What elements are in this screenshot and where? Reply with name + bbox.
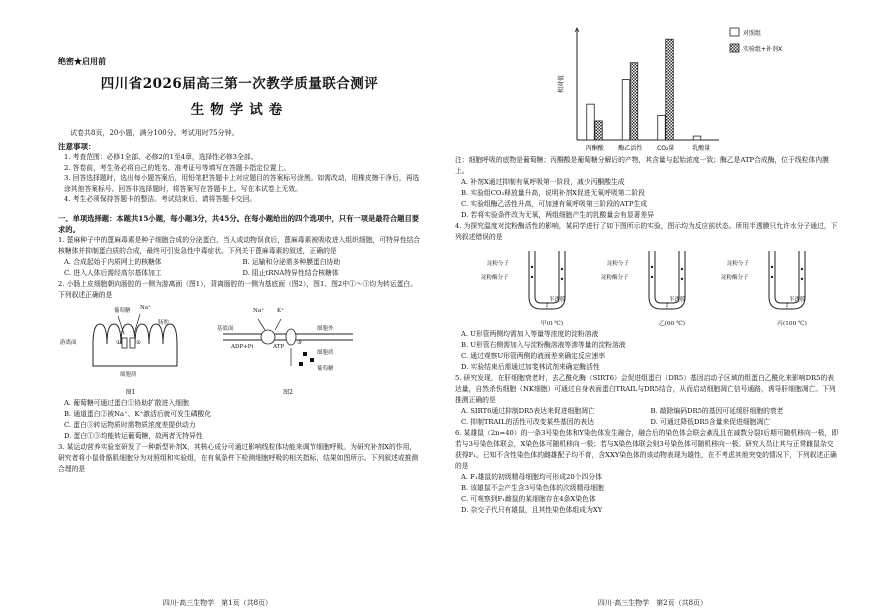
question-2-figures: [58, 304, 421, 396]
bar-3-0: [693, 136, 701, 140]
q3-option-b: B. 实验组CO₂释放量升高，说明补剂X促进无氧呼吸第二阶段: [461, 189, 645, 197]
tube3-enzyme-label: 淀粉酶分子: [721, 275, 749, 281]
q1-option-d: D. 阻止tRNA特异性结合核糖体: [242, 268, 339, 277]
u-tube-1: [481, 247, 593, 327]
tube2-starch-label: 淀粉分子: [607, 261, 630, 267]
fig1-number-1: ①: [116, 339, 121, 346]
legend-swatch-1: [730, 44, 739, 52]
x-tick-label-1: 酶乙活性: [618, 145, 643, 152]
question-2-stem: 2. 小肠上皮细胞朝向肠腔的一侧为游离面（图1），背离肠腔的一侧为基底面（图2），图1、图2中①～③均为转运蛋白。下列叙述正确的是: [58, 279, 417, 299]
page-2: [435, 0, 870, 614]
bar-0-0: [587, 104, 595, 140]
tube1-caption: 甲(0 ℃): [540, 321, 564, 327]
tube2-enzyme-label: 淀粉酶分子: [601, 275, 629, 281]
bar-1-1: [630, 63, 638, 140]
q1-option-a: A. 合成起始于内质网上的核糖体: [64, 257, 162, 266]
tube1-starch-label: 淀粉分子: [487, 261, 510, 267]
note-4: 4. 考生必须保持答题卡的整洁。考试结束后，请将答题卡交回。: [64, 195, 257, 203]
q4-option-a: A. U形管两侧均需加入等量等浓度的淀粉溶液: [461, 330, 599, 338]
legend-swatch-0: [730, 28, 739, 36]
fig1-free-surface-label: 游离面: [60, 339, 77, 346]
y-axis-label: 相对值: [558, 74, 565, 94]
u-tube-3: [721, 247, 833, 327]
note-3: 3. 回答选择题时，选出每小题答案后，用铅笔把答题卡上对应题目的答案标号涂黑。如需改动，用橡皮擦干净后，再选涂其他答案标号。回答非选择题时，将答案写在答题卡上。写在本试卷上无效。: [64, 174, 420, 193]
u-tube-3-diagram: [721, 247, 833, 315]
q3-note: 注：细胞呼吸的底物是葡萄糖；丙酮酸是葡萄糖分解后的产物，其含量与起始浓度一致；酶乙是ATP合成酶，位于线粒体内膜上。: [455, 156, 829, 175]
tube1-membrane-label: 半透膜: [549, 297, 566, 303]
q3-bar-chart: [555, 20, 840, 155]
notes-heading: 注意事项：: [58, 142, 96, 151]
exam-title: 四川省2026届高三第一次教学质量联合测评: [100, 76, 379, 92]
q3-chart-svg: [555, 20, 825, 155]
fig1-glucose-label: 葡萄糖: [114, 307, 131, 314]
figure-2: [213, 304, 363, 396]
u-tube-1-diagram: [481, 247, 593, 315]
fig2-cytoplasm-label: 细胞质: [317, 349, 334, 356]
fig2-basal-label: 基底面: [217, 325, 234, 332]
figure-1-caption: 图1: [125, 388, 136, 396]
legend-label-0: 对照组: [743, 30, 762, 37]
tube3-membrane-label: 半透膜: [789, 297, 806, 303]
q5-option-b: B. 敲除编码DR5的基因可延缓肝细胞的衰老: [650, 407, 784, 415]
bar-0-1: [595, 121, 603, 140]
question-6-stem: 6. 某雄鼠（2n=40）的一条3号染色体和Y染色体发生融合，融合后的染色体会联会紊乱且在减数分裂Ⅰ后期可随机移向一极，即若与3号染色体联会，X染色体可随机移向一极；若与X染色体联会则3号染色体可随机移向一极。研究人员让其与正常雌鼠杂交获得F₁。已知不含性染色体的雌雄配子均不育，含XXY染色体的该动物表现为雄性，在不考虑其他突变的情况下，下列叙述正确的是: [455, 429, 839, 470]
section-heading: 一、单项选择题：本题共15小题，每小题3分，共45分。在每小题给出的四个选项中，只有一项是最符合题目要求的。: [58, 213, 420, 234]
q2-option-c: C. 蛋白③转运物质时需物质浓度差提供动力: [64, 420, 196, 429]
q3-option-c: C. 实验组酶乙活性升高，可加速有氧呼吸第三阶段的ATP生成: [461, 200, 648, 208]
note-2: 2. 答卷前，考生务必将自己的姓名、准考证号等填写在答题卡指定位置上。: [64, 163, 291, 172]
fig1-cytoplasm-label: 细胞质: [120, 371, 137, 378]
q4-option-c: C. 通过观察U形管两侧的液面差来确定反应速率: [461, 352, 606, 360]
q5-option-c: C. 抑制TRAIL的活性可改变某些基因的表达: [461, 418, 594, 426]
subject-title: 生物学试卷: [190, 102, 289, 118]
bar-1-0: [622, 80, 630, 140]
q4-option-d: D. 实验结束后需通过加斐林试剂来确定酶活性: [461, 363, 600, 371]
note-1: 1. 考查范围：必修1全部、必修2的1至4章，选择性必修3全部。: [64, 153, 258, 161]
tube2-membrane-label: 半透膜: [669, 297, 686, 303]
bar-2-0: [658, 115, 666, 140]
fig1-na-label: Na⁺: [140, 304, 151, 311]
x-tick-label-0: 丙酮酸: [585, 145, 604, 152]
question-1-stem: 1. 蓖麻种子中的蓖麻毒素是种子细胞合成的分泌蛋白，当人或动物误食后，蓖麻毒素被吸收进入组织细胞，可特异性结合核糖体并抑制蛋白质的合成，最终可引发急性中毒症状。下列关于蓖麻毒素的叙述，正确的是: [58, 235, 421, 255]
tube3-starch-label: 淀粉分子: [727, 261, 750, 267]
tube1-enzyme-label: 淀粉酶分子: [481, 275, 509, 281]
u-tube-figures: [481, 247, 840, 327]
q6-option-a: A. F₁雄鼠的初级精母细胞均可形成20个四分体: [461, 473, 602, 481]
page-1-footer: 四川·高三生物学 第1页（共8页）: [162, 599, 273, 607]
q4-option-b: B. U形管右侧需加入与淀粉酶溶液等渗等量的淀粉溶液: [461, 341, 626, 349]
q6-option-d: D. 杂交子代只有雄鼠，且其性染色体组成为XY: [461, 506, 603, 514]
figure-2-caption: 图2: [283, 388, 293, 396]
secret-mark: 绝密★启用前: [58, 56, 106, 66]
q5-option-d: D. 可通过降低DR5含量来促进细胞凋亡: [650, 418, 771, 426]
fig1-lumen-label: 肠腔: [158, 319, 170, 326]
q6-option-c: C. 可观察到F₁雌鼠的某细胞存在4条X染色体: [461, 495, 596, 503]
q2-option-b: B. 通道蛋白②被Na⁺、K⁺激活后就可发生磷酸化: [64, 409, 212, 418]
fig2-adp-label: ADP+Pi: [231, 343, 254, 350]
page-2-footer: 四川·高三生物学 第2页（共8页）: [597, 599, 708, 607]
fig2-number-3: ③: [297, 339, 302, 346]
question-5-stem: 5. 研究发现，在肝细胞衰老时，去乙酰化酶（SIRT6）会促进组蛋白（DR5）基因启动子区域的组蛋白乙酰化来影响DR5的表达量，自然杀伤细胞（NK细胞）可通过自身表面蛋白TRAIL与DR5结合，从而启动细胞凋亡信号通路，诱导肝细胞凋亡。下列推测正确的是: [455, 374, 836, 404]
tube2-caption: 乙(60 ℃): [658, 321, 686, 327]
q2-option-a: A. 葡萄糖可通过蛋白①协助扩散进入细胞: [64, 398, 189, 407]
fig2-outside-label: 细胞外: [317, 325, 334, 332]
bar-2-1: [666, 39, 674, 140]
question-3-stem: 3. 某运动营养实验室研发了一种新型补剂X，其核心成分可通过影响线粒体功能来调节细胞呼吸。为研究补剂X的作用，研究者将小鼠骨骼肌细胞分为对照组和实验组，在有氧条件下检测细胞呼吸的相关指标，结果如图所示。下列叙述或推测合理的是: [58, 442, 419, 473]
fig2-na-label: Na⁺: [253, 307, 264, 314]
q3-option-d: D. 若将实验条件改为无氧，两组细胞产生的乳酸量会有显著差异: [461, 211, 655, 219]
fig2-k-label: K⁺: [277, 307, 285, 314]
question-4-stem: 4. 为探究温度对淀粉酶活性的影响，某同学进行了如下图所示的实验，图示均为反应前状态。所用半透膜只允许水分子通过，下列叙述错误的是: [455, 222, 838, 241]
fig2-atp-label: ATP: [273, 343, 285, 350]
tube3-caption: 丙(100 ℃): [777, 321, 807, 327]
q1-option-c: C. 进入人体后需经高尔基体加工: [64, 268, 162, 277]
q5-option-a: A. SIRT6通过抑制DR5表达来促进细胞凋亡: [461, 407, 595, 415]
figure-1: [58, 304, 203, 396]
q6-option-b: B. 该雄鼠不会产生含3号染色体的次级精母细胞: [461, 484, 604, 492]
u-tube-2: [601, 247, 713, 327]
q1-option-b: B. 运输和分泌需多种膜蛋白协助: [242, 257, 341, 266]
question-1-options: [58, 257, 421, 279]
fig1-number-2: ②: [136, 339, 141, 346]
q3-option-a: A. 补剂X通过抑制有氧呼吸第一阶段，减少丙酮酸生成: [461, 178, 625, 186]
x-tick-label-2: CO₂量: [657, 145, 675, 152]
legend-label-1: 实验组+补剂X: [743, 46, 783, 53]
u-tube-2-diagram: [601, 247, 713, 315]
fig2-glucose-label: 葡萄糖: [317, 365, 334, 372]
question-5-options: [455, 406, 840, 428]
x-tick-label-3: 乳酸量: [692, 145, 711, 152]
q2-option-d: D. 蛋白①③均能转运葡萄糖，故两者无特异性: [64, 431, 203, 440]
exam-info: 试卷共8页，20小题，满分100分。考试用时75分钟。: [70, 129, 239, 137]
